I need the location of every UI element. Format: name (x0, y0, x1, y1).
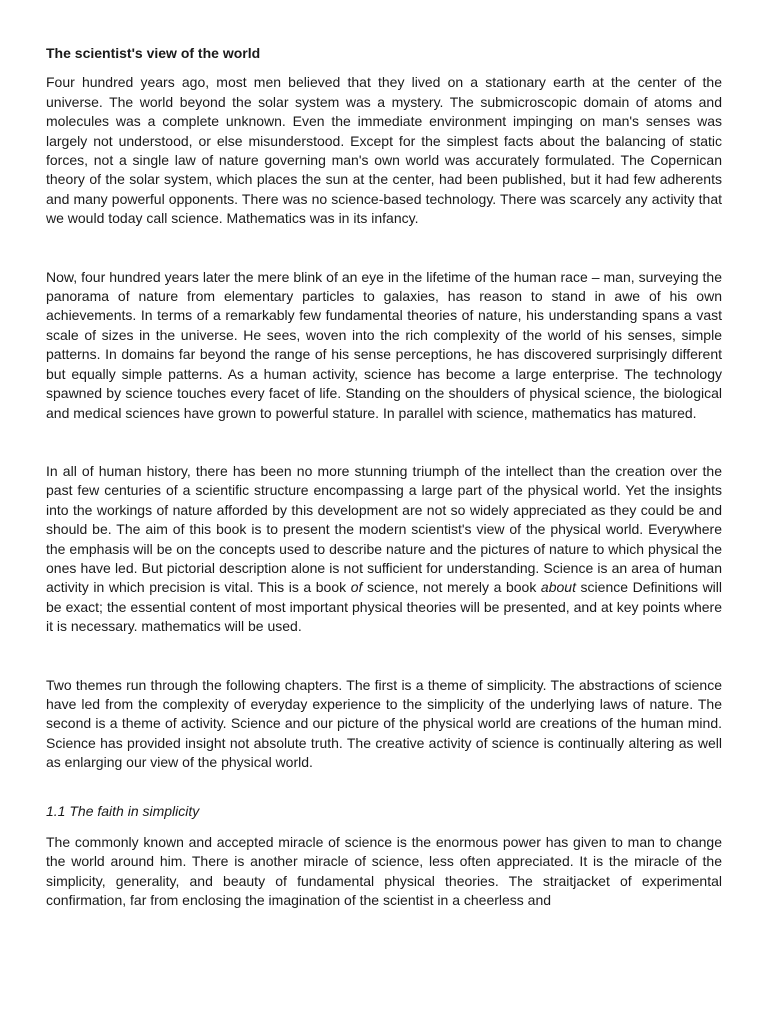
paragraph-3-part-1: In all of human history, there has been no more stunning triumph of the intellect than the creation over the past few centuries of a scientific structure encompassing a large part of the physical world. Yet the insights into the workings of nature afforded by this development are not so widely appreciated as they could be and should be. The aim of this book is to present the modern scientist's view of the physical world. Everywhere the emphasis will be on the concepts used to describe nature and the pictures of nature to which physical the ones have led. But pictorial description alone is not sufficient for understanding. Science is an area of human activity in which precision is vital. This is a book (46, 462, 722, 596)
paragraph-gap (46, 229, 722, 268)
paragraph-3-emphasis-about: about (540, 579, 576, 596)
document-title: The scientist's view of the world (46, 45, 261, 61)
paragraph-3-emphasis-of: of (350, 579, 363, 596)
paragraph-3-part-3: science Definitions will be exact; the essential content of most important physical theories will be presented, and at key points where it is necessary. mathematics will be used. (46, 579, 723, 635)
paragraph-3-part-2: science, not merely a book (362, 579, 541, 596)
document-page (46, 44, 722, 911)
paragraph-1: Four hundred years ago, most men believed that they lived on a stationary earth at the center of the universe. The world beyond the solar system was a mystery. The submicroscopic domain of atoms and molecules was a complete unknown. Even the immediate environment impinging on man's senses was largely not understood, or else misunderstood. Except for the simplest facts about the balancing of static forces, not a single law of nature governing man's own world was accurately formulated. The Copernican theory of the solar system, which places the sun at the center, had been published, but it had few adherents and many powerful opponents. There was no science-based technology. There was scarcely any activity that we would today call science. Mathematics was in its infancy. (46, 74, 722, 227)
paragraph-2: Now, four hundred years later the mere blink of an eye in the lifetime of the human race – man, surveying the panorama of nature from elementary particles to galaxies, has reason to stand in awe of his own achievements. In terms of a remarkably few fundamental theories of nature, his understanding spans a vast scale of sizes in the universe. He sees, woven into the rich complexity of the world of his senses, simple patterns. In domains far beyond the range of his sense perceptions, he has discovered surprisingly different but equally simple patterns. As a human activity, science has become a large enterprise. The technology spawned by science touches every facet of life. Standing on the shoulders of physical science, the biological and medical sciences have grown to powerful stature. In parallel with science, mathematics has matured. (46, 268, 722, 421)
heading-gap (46, 821, 722, 833)
section-heading: 1.1 The faith in simplicity (46, 802, 200, 819)
paragraph-gap (46, 423, 722, 462)
paragraph-4: Two themes run through the following chapters. The first is a theme of simplicity. The abstractions of science have led from the complexity of everyday experience to the simplicity of the underlying laws of nature. The second is a theme of activity. Science and our picture of the physical world are creations of the human mind. Science has provided insight not absolute truth. The creative activity of science is continually altering as well as enlarging our view of the physical world. (46, 676, 722, 771)
paragraph-3 (46, 462, 722, 637)
paragraph-gap (46, 637, 722, 676)
section-gap (46, 773, 722, 802)
section-paragraph: The commonly known and accepted miracle of science is the enormous power has given to man to change the world around him. There is another miracle of science, less often appreciated. It is the miracle of the simplicity, generality, and beauty of fundamental physical theories. The straitjacket of experimental confirmation, far from enclosing the imagination of the scientist in a cheerless and (46, 834, 722, 909)
